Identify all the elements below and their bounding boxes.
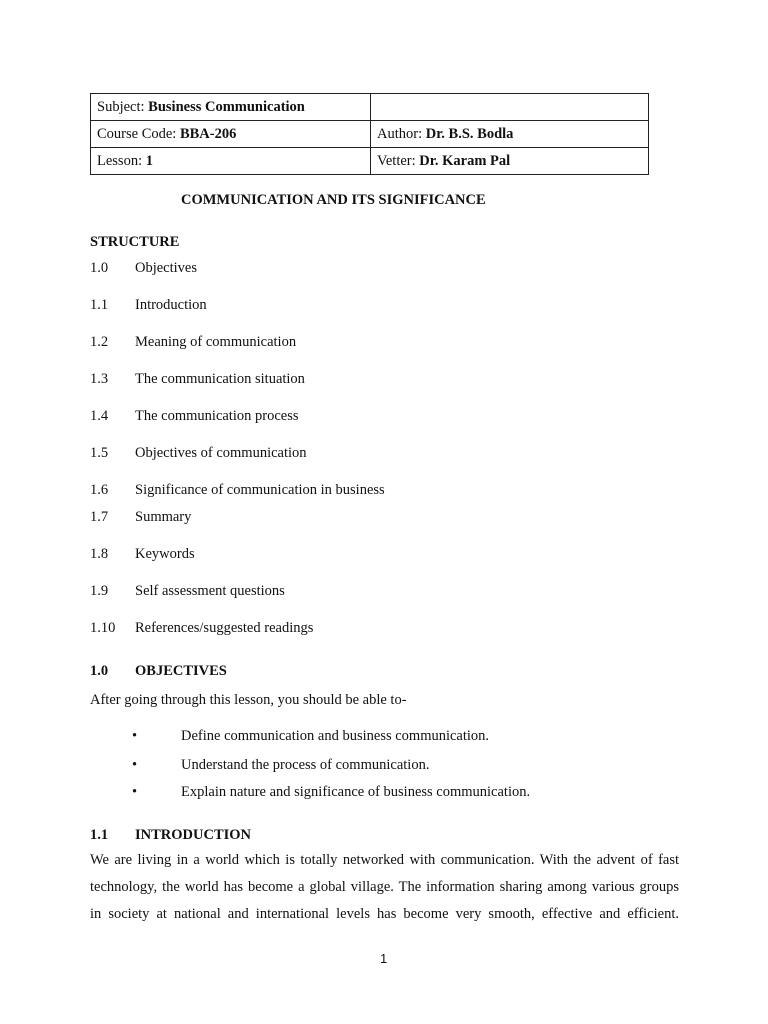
- course-info-table: [90, 93, 649, 175]
- introduction-heading: [90, 827, 252, 844]
- item-text: References/suggested readings: [135, 620, 314, 636]
- table-row: [91, 121, 649, 148]
- table-row: [91, 148, 649, 175]
- author-cell: Author: Dr. B.S. Bodla: [371, 121, 649, 148]
- bullet-icon: •: [132, 757, 138, 773]
- objectives-intro: After going through this lesson, you should be able to-: [90, 692, 407, 708]
- paragraph-line: We are living in a world which is totally networked with communication. With the advent of fast: [90, 852, 679, 868]
- section-number: 1.1: [90, 827, 109, 843]
- course-code-cell: Course Code: BBA-206: [91, 121, 371, 148]
- item-number: 1.6: [90, 482, 109, 498]
- item-text: The communication situation: [135, 371, 305, 387]
- item-number: 1.4: [90, 408, 109, 424]
- item-text: Objectives of communication: [135, 445, 307, 461]
- paragraph-line: technology, the world has become a global village. The information sharing among various groups: [90, 879, 679, 895]
- item-text: The communication process: [135, 408, 299, 424]
- bullet-text: Understand the process of communication.: [181, 757, 430, 773]
- lesson-title: COMMUNICATION AND ITS SIGNIFICANCE: [181, 192, 486, 208]
- bullet-text: Explain nature and significance of business communication.: [181, 784, 531, 800]
- item-number: 1.2: [90, 334, 109, 350]
- item-number: 1.1: [90, 297, 109, 313]
- item-number: 1.9: [90, 583, 109, 599]
- item-number: 1.8: [90, 546, 109, 562]
- item-text: Keywords: [135, 546, 195, 562]
- item-text: Objectives: [135, 260, 198, 276]
- lesson-cell: Lesson: 1: [91, 148, 371, 175]
- bullet-text: Define communication and business communication.: [181, 728, 490, 744]
- page-number: 1: [380, 951, 388, 966]
- structure-heading: STRUCTURE: [90, 234, 180, 250]
- item-text: Meaning of communication: [135, 334, 297, 350]
- vetter-cell: Vetter: Dr. Karam Pal: [371, 148, 649, 175]
- bullet-icon: •: [132, 784, 138, 800]
- bullet-icon: •: [132, 728, 138, 744]
- item-number: 1.10: [90, 620, 116, 636]
- item-number: 1.7: [90, 509, 109, 525]
- item-text: Introduction: [135, 297, 207, 313]
- subject-cell: Subject: Business Communication: [91, 94, 371, 121]
- section-number: 1.0: [90, 663, 109, 679]
- item-number: 1.0: [90, 260, 109, 276]
- item-text: Significance of communication in business: [135, 482, 385, 498]
- objectives-heading: [90, 663, 227, 680]
- item-text: Summary: [135, 509, 192, 525]
- item-number: 1.3: [90, 371, 109, 387]
- section-title: OBJECTIVES: [135, 663, 227, 679]
- empty-cell: [371, 94, 649, 121]
- section-title: INTRODUCTION: [135, 827, 252, 843]
- item-text: Self assessment questions: [135, 583, 285, 599]
- item-number: 1.5: [90, 445, 109, 461]
- paragraph-line: in society at national and international levels has become very smooth, effective and efficient.: [90, 906, 679, 922]
- table-row: [91, 94, 649, 121]
